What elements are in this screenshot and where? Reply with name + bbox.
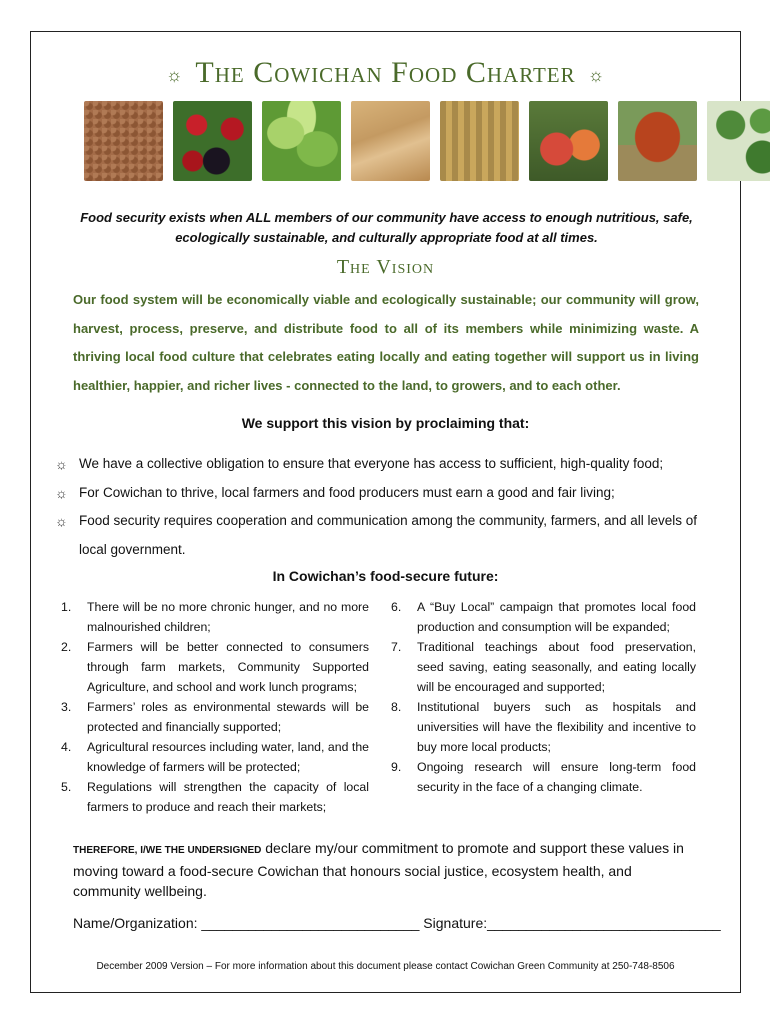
list-item: 8. Institutional buyers such as hospitals and universities will have the flexibility and incentive to buy more local products; — [391, 700, 696, 754]
chicken-photo — [618, 101, 697, 181]
berries-photo — [173, 101, 252, 181]
sun-icon: ☼ — [165, 64, 184, 85]
sun-icon: ☼ — [587, 64, 606, 85]
list-item: 4. Agricultural resources including water, land, and the knowledge of farmers will be protected; — [61, 740, 369, 774]
future-heading: In Cowichan’s food-secure future: — [272, 568, 499, 584]
vision-heading: The Vision — [336, 256, 435, 278]
list-item: 6. A “Buy Local” campaign that promotes local food production and consumption will be expanded; — [391, 600, 696, 634]
list-item: 3. Farmers’ roles as environmental stewards will be protected and financially supported; — [61, 700, 369, 734]
lettuce-photo — [262, 101, 341, 181]
list-item: 1. There will be no more chronic hunger, and no more malnourished children; — [61, 600, 369, 634]
title-text: The Cowichan Food Charter — [195, 56, 576, 89]
list-item: 7. Traditional teachings about food preservation, seed saving, eating seasonally, and eating locally will be encouraged and supported; — [391, 640, 696, 694]
charter-page — [30, 31, 741, 993]
seeds-hands-photo — [351, 101, 430, 181]
future-list-right — [391, 597, 696, 797]
nettle-photo — [707, 101, 770, 181]
proclamation-list — [55, 450, 715, 564]
vision-text: Our food system will be economically viable and ecologically sustainable; our community will grow, harvest, process, preserve, and distribute food to all of its members while minimizing waste. A thriving local food culture that celebrates eating locally and eating together will support us in living healthier, happier, and richer lives - connected to the land, to growers, and to each other. — [73, 292, 699, 393]
declaration-text: declare my/our commitment to promote and support these values in moving toward a food-secure Cowichan that honours social justice, ecosystem health, and community wellbeing. — [73, 840, 684, 899]
list-item: 9. Ongoing research will ensure long-term food security in the face of a changing climate. — [391, 760, 696, 794]
declaration — [73, 838, 701, 901]
support-heading: We support this vision by proclaiming that: — [241, 415, 530, 431]
wheat-photo — [440, 101, 519, 181]
photo-strip — [84, 101, 770, 181]
future-list-left — [61, 597, 369, 817]
sun-icon: ☼ — [55, 484, 68, 501]
sun-icon: ☼ — [55, 456, 68, 472]
apples-photo — [529, 101, 608, 181]
footer-note: December 2009 Version – For more information about this document please contact Cowichan Green Community at 250-748-8506 — [96, 961, 675, 972]
list-item: ☼ We have a collective obligation to ensure that everyone has access to sufficient, high-quality food; — [55, 450, 715, 479]
list-item: 5. Regulations will strengthen the capacity of local farmers to produce and reach their markets; — [61, 780, 369, 814]
list-item: 2. Farmers will be better connected to consumers through farm markets, Community Supported Agriculture, and school and work lunch programs; — [61, 640, 369, 694]
list-item: ☼ Food security requires cooperation and communication among the community, farmers, and all levels of local government. — [55, 507, 715, 564]
list-item: ☼ For Cowichan to thrive, local farmers and food producers must earn a good and fair living; — [55, 479, 715, 508]
sun-icon: ☼ — [55, 513, 68, 529]
page-title — [31, 56, 740, 90]
grain-photo — [84, 101, 163, 181]
signature-line[interactable]: Name/Organization: ____________________________ Signature:______________________________ — [73, 915, 721, 931]
declaration-lead: THEREFORE, I/WE THE UNDERSIGNED — [73, 845, 262, 856]
food-security-definition: Food security exists when ALL members of our community have access to enough nutritious, safe, ecologically sustainable, and culturally appropriate food at all times. — [80, 210, 693, 245]
